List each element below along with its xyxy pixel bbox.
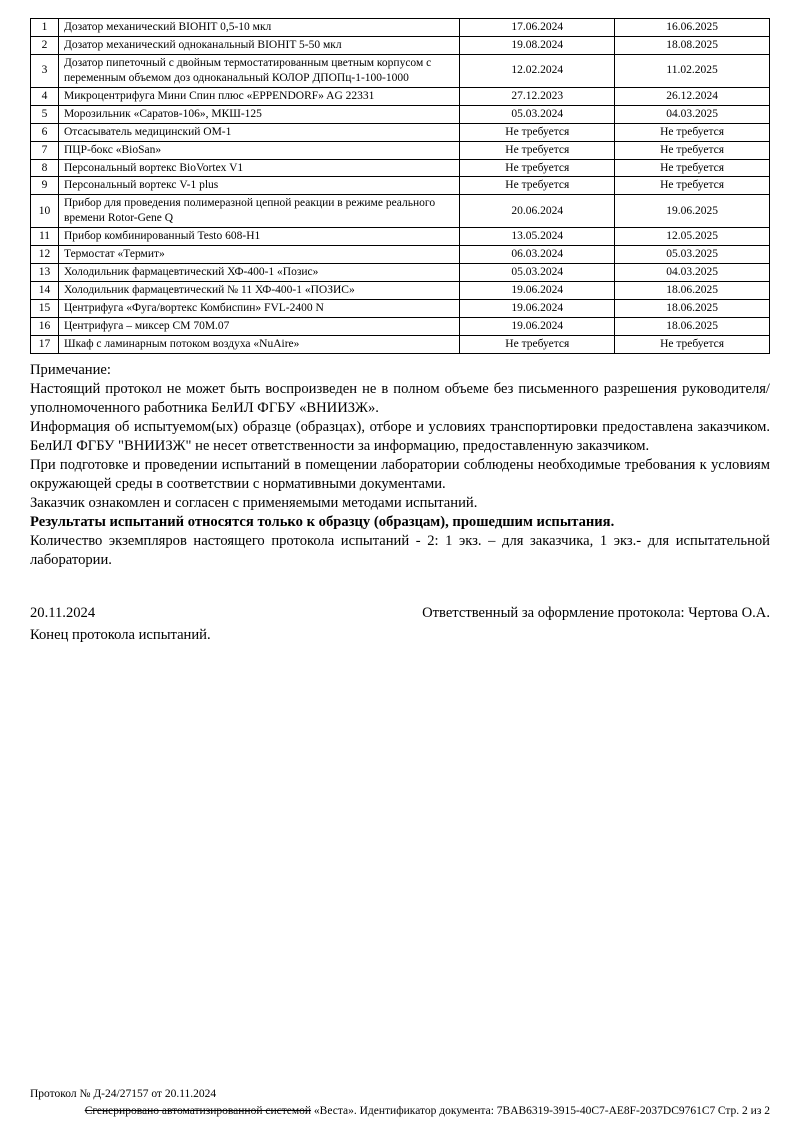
page-footer <box>30 1087 770 1120</box>
table-row <box>31 87 770 105</box>
table-row <box>31 228 770 246</box>
cell-number: 9 <box>31 177 59 195</box>
cell-next-verification-date: 04.03.2025 <box>615 105 770 123</box>
cell-number: 11 <box>31 228 59 246</box>
table-row <box>31 282 770 300</box>
cell-equipment-name: Микроцентрифуга Мини Спин плюс «EPPENDORF» AG 22331 <box>58 87 459 105</box>
cell-verification-date: 05.03.2024 <box>460 264 615 282</box>
cell-verification-date: 19.06.2024 <box>460 300 615 318</box>
responsible-person: Ответственный за оформление протокола: Чертова О.А. <box>422 605 770 622</box>
note-paragraph-copies: Количество экземпляров настоящего протокола испытаний - 2: 1 экз. – для заказчика, 1 экз.- для испытательной лаборатории. <box>30 532 770 568</box>
cell-number: 13 <box>31 264 59 282</box>
notes-section <box>30 361 770 570</box>
signature-row <box>30 605 770 622</box>
cell-number: 10 <box>31 195 59 228</box>
cell-verification-date: 17.06.2024 <box>460 19 615 37</box>
cell-equipment-name: Центрифуга – миксер СМ 70М.07 <box>58 317 459 335</box>
cell-equipment-name: Шкаф с ламинарным потоком воздуха «NuAire» <box>58 335 459 353</box>
footer-page-number: Стр. 2 из 2 <box>717 1105 770 1118</box>
cell-equipment-name: Дозатор пипеточный с двойным термостатированным цветным корпусом с переменным объемом доз одноканальный КОЛОР ДПОПц-1-100-1000 <box>58 54 459 87</box>
cell-next-verification-date: 16.06.2025 <box>615 19 770 37</box>
table-row <box>31 195 770 228</box>
cell-number: 12 <box>31 246 59 264</box>
cell-verification-date: 20.06.2024 <box>460 195 615 228</box>
table-row <box>31 105 770 123</box>
cell-verification-date: Не требуется <box>460 177 615 195</box>
footer-generated-struck-text: Сгенерировано автоматизированной системой <box>84 1105 312 1118</box>
cell-next-verification-date: Не требуется <box>615 177 770 195</box>
table-row <box>31 300 770 318</box>
cell-number: 5 <box>31 105 59 123</box>
cell-number: 8 <box>31 159 59 177</box>
table-row <box>31 123 770 141</box>
cell-next-verification-date: Не требуется <box>615 159 770 177</box>
cell-next-verification-date: 26.12.2024 <box>615 87 770 105</box>
table-row <box>31 19 770 37</box>
cell-next-verification-date: Не требуется <box>615 141 770 159</box>
cell-equipment-name: Центрифуга «Фуга/вортекс Комбиспин» FVL-2400 N <box>58 300 459 318</box>
cell-number: 1 <box>31 19 59 37</box>
cell-next-verification-date: 18.06.2025 <box>615 317 770 335</box>
note-paragraph-1: Настоящий протокол не может быть воспроизведен не в полном объеме без письменного разрешения руководителя/уполномоченного работника БелИЛ ФГБУ «ВНИИЗЖ». <box>30 380 770 416</box>
cell-verification-date: 13.05.2024 <box>460 228 615 246</box>
cell-number: 2 <box>31 36 59 54</box>
table-row <box>31 159 770 177</box>
cell-equipment-name: Термостат «Термит» <box>58 246 459 264</box>
table-row <box>31 141 770 159</box>
cell-next-verification-date: 05.03.2025 <box>615 246 770 264</box>
cell-next-verification-date: 12.05.2025 <box>615 228 770 246</box>
note-paragraph-results-bold: Результаты испытаний относятся только к образцу (образцам), прошедшим испытания. <box>30 513 615 530</box>
cell-number: 15 <box>31 300 59 318</box>
cell-verification-date: Не требуется <box>460 335 615 353</box>
table-row <box>31 335 770 353</box>
cell-verification-date: 19.06.2024 <box>460 282 615 300</box>
table-row <box>31 177 770 195</box>
cell-equipment-name: ПЦР-бокс «BioSan» <box>58 141 459 159</box>
cell-verification-date: 19.06.2024 <box>460 317 615 335</box>
cell-verification-date: 05.03.2024 <box>460 105 615 123</box>
note-paragraph-2: Информация об испытуемом(ых) образце (образцах), отборе и условиях транспортировки предоставлена заказчиком. БелИЛ ФГБУ "ВНИИЗЖ" не несет ответственности за информацию, предоставленную заказчиком. <box>30 418 770 454</box>
cell-verification-date: 19.08.2024 <box>460 36 615 54</box>
cell-next-verification-date: 18.06.2025 <box>615 282 770 300</box>
cell-equipment-name: Дозатор механический одноканальный BIOHIT 5-50 мкл <box>58 36 459 54</box>
end-of-protocol-line: Конец протокола испытаний. <box>30 627 211 644</box>
protocol-date: 20.11.2024 <box>30 605 96 622</box>
cell-number: 7 <box>31 141 59 159</box>
cell-next-verification-date: Не требуется <box>615 335 770 353</box>
table-row <box>31 246 770 264</box>
cell-equipment-name: Холодильник фармацевтический № 11 ХФ-400-1 «ПОЗИС» <box>58 282 459 300</box>
cell-verification-date: 27.12.2023 <box>460 87 615 105</box>
cell-number: 6 <box>31 123 59 141</box>
notes-heading: Примечание: <box>30 361 111 378</box>
table-row <box>31 54 770 87</box>
cell-verification-date: 06.03.2024 <box>460 246 615 264</box>
cell-equipment-name: Персональный вортекс V-1 plus <box>58 177 459 195</box>
cell-number: 14 <box>31 282 59 300</box>
note-paragraph-3: При подготовке и проведении испытаний в помещении лаборатории соблюдены необходимые требования к условиям окружающей среды в соответствии с нормативными документами. <box>30 456 770 492</box>
note-paragraph-4: Заказчик ознакомлен и согласен с применяемыми методами испытаний. <box>30 494 478 511</box>
cell-equipment-name: Персональный вортекс BioVortex V1 <box>58 159 459 177</box>
cell-next-verification-date: 19.06.2025 <box>615 195 770 228</box>
cell-equipment-name: Прибор для проведения полимеразной цепной реакции в режиме реального времени Rotor-Gene Q <box>58 195 459 228</box>
table-row <box>31 36 770 54</box>
cell-number: 16 <box>31 317 59 335</box>
cell-next-verification-date: 11.02.2025 <box>615 54 770 87</box>
cell-equipment-name: Отсасыватель медицинский ОМ-1 <box>58 123 459 141</box>
equipment-table-body <box>31 19 770 354</box>
cell-number: 4 <box>31 87 59 105</box>
cell-number: 17 <box>31 335 59 353</box>
footer-generated-line <box>30 1104 770 1120</box>
table-row <box>31 317 770 335</box>
cell-number: 3 <box>31 54 59 87</box>
table-row <box>31 264 770 282</box>
cell-next-verification-date: Не требуется <box>615 123 770 141</box>
cell-equipment-name: Холодильник фармацевтический ХФ-400-1 «Позис» <box>58 264 459 282</box>
cell-verification-date: Не требуется <box>460 123 615 141</box>
cell-equipment-name: Морозильник «Саратов-106», МКШ-125 <box>58 105 459 123</box>
cell-equipment-name: Дозатор механический BIOHIT 0,5-10 мкл <box>58 19 459 37</box>
cell-verification-date: Не требуется <box>460 141 615 159</box>
footer-protocol-number: Протокол № Д-24/27157 от 20.11.2024 <box>30 1087 217 1100</box>
cell-next-verification-date: 18.06.2025 <box>615 300 770 318</box>
footer-document-identifier: «Веста». Идентификатор документа: 7BAB6319-3915-40C7-AE8F-2037DC9761C7 <box>311 1105 716 1118</box>
cell-verification-date: 12.02.2024 <box>460 54 615 87</box>
cell-next-verification-date: 04.03.2025 <box>615 264 770 282</box>
cell-equipment-name: Прибор комбинированный Testo 608-H1 <box>58 228 459 246</box>
cell-verification-date: Не требуется <box>460 159 615 177</box>
equipment-table <box>30 18 770 354</box>
cell-next-verification-date: 18.08.2025 <box>615 36 770 54</box>
